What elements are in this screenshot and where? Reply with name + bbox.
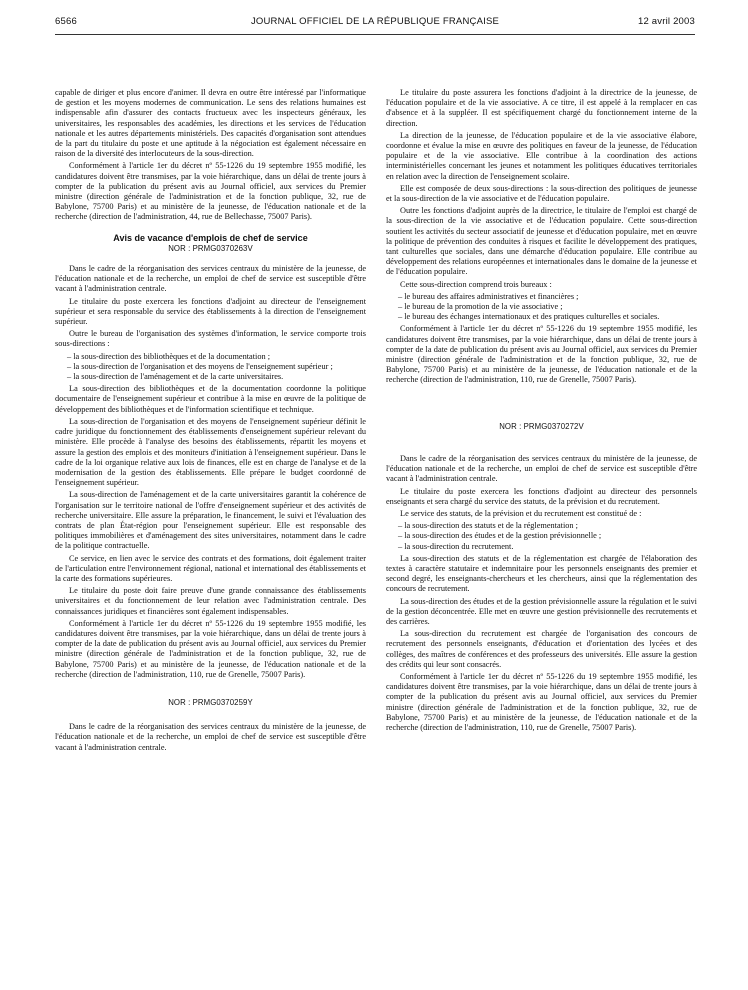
paragraph: Elle est composée de deux sous-directions : la sous-direction des politiques de jeunesse et la sous-direction de la vie associative et de l'éducation populaire.: [386, 183, 697, 204]
paragraph: Outre les fonctions d'adjoint auprès de la directrice, le titulaire de l'emploi est chargé de la sous-direction de la vie associative et de l'éducation populaire. Cette sous-direction soutient les activités du secteur associatif de jeunesse et d'éducation populaire, met en œuvre la politique de prévention des conduites à risques et facilite le développement des pratiques, tant culturelles que sociales, dans une démarche d'éducation populaire. Elle contribue au développement des relations européennes et internationales dans le domaine de la jeunesse et de l'éducation populaire.: [386, 206, 697, 277]
left-column: [55, 88, 366, 755]
page-header: [55, 14, 695, 30]
intro-text: [55, 88, 366, 223]
right-column: [386, 88, 697, 735]
list-item: – la sous-direction des études et de la gestion prévisionnelle ;: [398, 531, 697, 541]
paragraph: Conformément à l'article 1er du décret nº 55-1226 du 19 septembre 1955 modifié, les candidatures doivent être transmises, par la voie hiérarchique, dans un délai de trente jours à compter de la date de publication du présent avis au Journal officiel, aux services du Premier ministre (direction générale de l'administration et de la fonction publique, 32, rue de Babylone, 75700 Paris) et au ministère de la jeunesse, de l'éducation nationale et de la recherche (direction de l'administration, 110, rue de Grenelle, 75007 Paris).: [55, 618, 366, 679]
issue-date: 12 avril 2003: [638, 16, 695, 27]
paragraph: Dans le cadre de la réorganisation des services centraux du ministère de la jeunesse, de l'éducation nationale et de la recherche, un emploi de chef de service est susceptible d'être vacant à l'administration centrale.: [55, 264, 366, 294]
paragraph: La sous-direction des études et de la gestion prévisionnelle assure la régulation et le suivi de la gestion déconcentrée. Elle met en œuvre une gestion prévisionnelle des recrutements et des carrières.: [386, 596, 697, 626]
list-item: – la sous-direction des bibliothèques et de la documentation ;: [67, 352, 366, 362]
nor-reference: NOR : PRMG0370259Y: [168, 697, 253, 707]
paragraph: La sous-direction de l'organisation et des moyens de l'enseignement supérieur définit le cadre juridique du fonctionnement des établissements d'enseignement supérieur relevant du ministère. Elle procède à l'analyse des besoins des établissements, répartit les moyens et assure la gestion des emplois et des moniteurs d'initiation à l'enseignement supérieur. Dans le cadre de la loi organique relative aux lois de finances, elle est en charge de l'analyse et de la modernisation de la gestion des établissements. Elle prépare le budget coordonné de l'enseignement supérieur.: [55, 416, 366, 488]
header-rule: [55, 34, 695, 35]
nor-reference: NOR : PRMG0370263V: [168, 243, 253, 253]
notice-block-1: [55, 264, 366, 680]
paragraph: La sous-direction de l'aménagement et de la carte universitaires garantit la cohérence de l'organisation sur le territoire national de l'offre d'enseignement supérieur et des activités de recherche universitaire. Elle assure la préparation, le financement, le suivi et l'évaluation des contrats de plan État-région pour l'enseignement supérieur. Elle est responsable des politiques immobilières et d'aménagement des sites universitaires, notamment dans le cadre de la politique contractuelle.: [55, 490, 366, 551]
paragraph: La direction de la jeunesse, de l'éducation populaire et de la vie associative élabore, coordonne et évalue la mise en œuvre des politiques en faveur de la jeunesse, de l'éducation populaire et de la vie associative. Elle contribue à la coordination des actions interministérielles concernant les jeunes et notamment les politiques éducatives territoriales en relation avec la direction de l'enseignement scolaire.: [386, 130, 697, 181]
list-item: – le bureau des échanges internationaux et des pratiques culturelles et sociales.: [398, 312, 697, 322]
list-item: – la sous-direction du recrutement.: [398, 542, 697, 552]
notice-block-2-continued: [386, 88, 697, 386]
list-item: – le bureau de la promotion de la vie associative ;: [398, 302, 697, 312]
paragraph: capable de diriger et plus encore d'animer. Il devra en outre être intéressé par l'informatique de gestion et les moyens modernes de communication. Le sens des relations humaines est indispensable afin d'assurer des contacts fructueux avec les inspecteurs généraux, les universitaires, les responsables des académies, les directions et les services de l'éducation nationale et les autres départements ministériels. Des capacités d'organisation sont attendues de la part du titulaire du poste et une aptitude à la négociation est également nécessaire en raison de la diversité des interlocuteurs de la sous-direction.: [55, 88, 366, 159]
bureau-list: [386, 292, 697, 323]
paragraph: Le titulaire du poste assurera les fonctions d'adjoint à la directrice de la jeunesse, de l'éducation populaire et de la vie associative. A ce titre, il est appelé à la remplacer en cas d'absence et à la suppléer. Il est spécifiquement chargé du fonctionnement interne de la direction.: [386, 88, 697, 128]
paragraph: Conformément à l'article 1er du décret nº 55-1226 du 19 septembre 1955 modifié, les candidatures doivent être transmises, par la voie hiérarchique, dans un délai de trente jours à compter de la date de publication du présent avis au Journal officiel, aux services du Premier ministre (direction générale de l'administration et de la fonction publique, 32, rue de Babylone, 75700 Paris) et au ministère de la jeunesse, de l'éducation nationale et de la recherche (direction de l'administration, 110, rue de Grenelle, 75007 Paris).: [386, 324, 697, 385]
sub-direction-list: [386, 521, 697, 552]
nor-reference: NOR : PRMG0370272V: [499, 421, 584, 431]
paragraph: Ce service, en lien avec le service des contrats et des formations, doit également traiter de l'articulation entre l'environnement régional, national et international des établissements et la carte des formations supérieures.: [55, 553, 366, 583]
page-number: 6566: [55, 16, 77, 27]
paragraph: Outre le bureau de l'organisation des systèmes d'information, le service comporte trois sous-directions :: [55, 329, 366, 349]
paragraph: Le service des statuts, de la prévision et du recrutement est constitué de :: [400, 508, 642, 518]
paragraph: Conformément à l'article 1er du décret nº 55-1226 du 19 septembre 1955 modifié, les candidatures doivent être transmises, par la voie hiérarchique, dans un délai de trente jours à compter de la publication du présent avis au Journal officiel, aux services du Premier ministre (direction générale de l'administration et de la fonction publique, 32, rue de Babylone, 75700 Paris) et au ministère de la jeunesse, de l'éducation nationale et de la recherche (direction de l'administration, 44, rue de Bellechasse, 75007 Paris).: [55, 161, 366, 222]
list-item: – la sous-direction de l'aménagement et de la carte universitaires.: [67, 372, 366, 382]
paragraph: Le titulaire du poste exercera les fonctions d'adjoint au directeur des personnels enseignants et sera chargé du service des statuts, de la prévision et du recrutement.: [386, 486, 697, 506]
notice-block-2-start: [55, 722, 366, 753]
list-item: – la sous-direction des statuts et de la réglementation ;: [398, 521, 697, 531]
paragraph: Dans le cadre de la réorganisation des services centraux du ministère de la jeunesse, de l'éducation nationale et de la recherche, un emploi de chef de service est susceptible d'être vacant à l'administration centrale.: [55, 722, 366, 752]
paragraph: Le titulaire du poste doit faire preuve d'une grande connaissance des établissements universitaires et du fonctionnement de leur relation avec l'administration centrale. Des connaissances juridiques et financières sont également indispensables.: [55, 586, 366, 616]
paragraph: La sous-direction des bibliothèques et de la documentation coordonne la politique documentaire de l'enseignement supérieur et contribue à la mise en œuvre de la politique de développement des bibliothèques et de l'information scientifique et technique.: [55, 384, 366, 414]
paragraph: Le titulaire du poste exercera les fonctions d'adjoint au directeur de l'enseignement supérieur et sera responsable du service des établissements à la direction de l'enseignement supérieur.: [55, 296, 366, 327]
paragraph: Conformément à l'article 1er du décret nº 55-1226 du 19 septembre 1955 modifié, les candidatures doivent être transmises, par la voie hiérarchique, dans un délai de trente jours à compter de la publication du présent avis au Journal officiel, aux services du Premier ministre (direction générale de l'administration et de la fonction publique, 32, rue de Babylone, 75700 Paris) et au ministère de la jeunesse, de l'éducation nationale et de la recherche (direction de l'administration, 110, rue de Grenelle, 75007 Paris).: [386, 671, 697, 732]
sub-direction-list: [55, 352, 366, 383]
list-item: – le bureau des affaires administratives et financières ;: [398, 292, 697, 302]
section-title: Avis de vacance d'emplois de chef de service: [113, 232, 308, 243]
paragraph: Dans le cadre de la réorganisation des services centraux du ministère de la jeunesse, de l'éducation nationale et de la recherche, un emploi de chef de service est susceptible d'être vacant à l'administration centrale.: [386, 453, 697, 484]
list-item: – la sous-direction de l'organisation et des moyens de l'enseignement supérieur ;: [67, 362, 366, 372]
paragraph: La sous-direction du recrutement est chargée de l'organisation des concours de recrutement des personnels enseignants, d'éducation et d'orientation des lycées et des collèges, des maîtres de conférences et des professeurs des universités. Elle assure la gestion des crédits qui leur sont consacrés.: [386, 629, 697, 669]
journal-title: JOURNAL OFFICIEL DE LA RÉPUBLIQUE FRANÇAISE: [250, 16, 500, 27]
notice-block-3: [386, 454, 697, 733]
paragraph: La sous-direction des statuts et de la réglementation est chargée de l'élaboration des textes à caractère statutaire et indemnitaire pour les personnels enseignants des premier et second degré, les enseignants-chercheurs et les chercheurs, ainsi que la réglementation des concours de recrutement.: [386, 553, 697, 594]
paragraph: Cette sous-direction comprend trois bureaux :: [400, 279, 552, 289]
